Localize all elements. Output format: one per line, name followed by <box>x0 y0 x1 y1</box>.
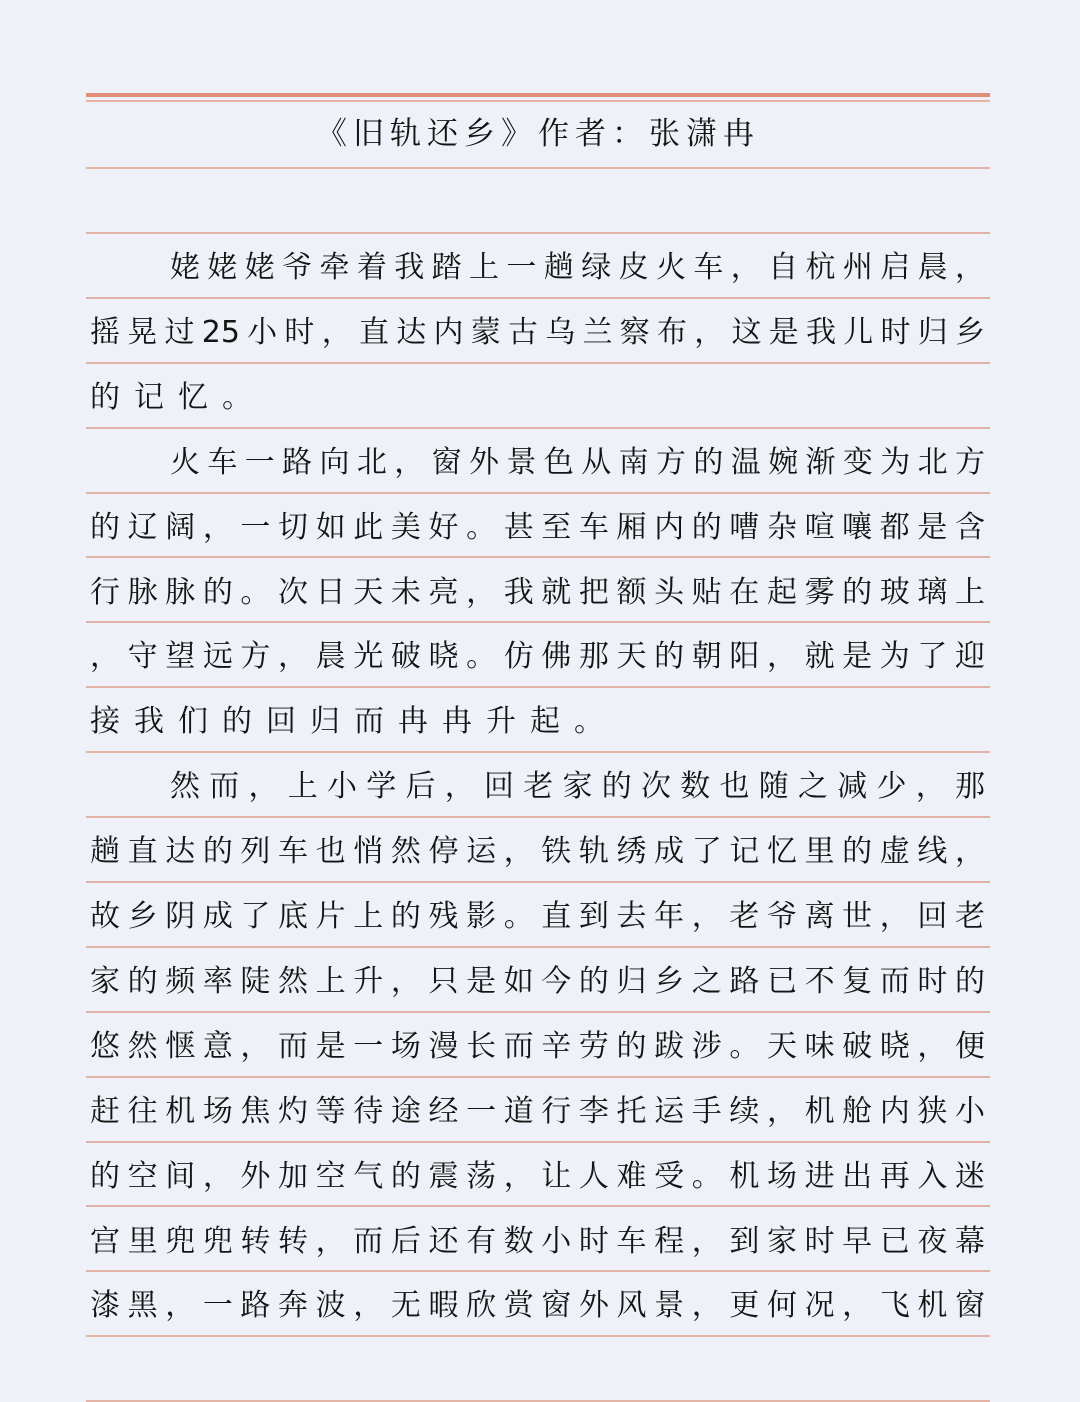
text-line: 摇晃过25小时，直达内蒙古乌兰察布，这是我儿时归乡 <box>90 314 985 350</box>
text-line: 的空间，外加空气的震荡，让人难受。机场进出再入迷 <box>90 1158 985 1194</box>
text-line: ，守望远方，晨光破晓。仿佛那天的朝阳，就是为了迎 <box>90 639 985 675</box>
text-line: 故乡阴成了底片上的残影。直到去年，老爷离世，回老 <box>90 899 985 934</box>
text-line: 趟直达的列车也悄然停运，铁轨绣成了记忆里的虚线， <box>90 834 985 870</box>
text-line: 家的频率陡然上升，只是如今的归乡之路已不复而时的 <box>90 963 985 999</box>
ruled-line <box>86 232 990 234</box>
text-line: 姥姥姥爷牵着我踏上一趟绿皮火车，自杭州启晨， <box>170 250 985 285</box>
text-line: 漆黑，一路奔波，无暇欣赏窗外风景，更何况，飞机窗 <box>90 1288 985 1324</box>
text-line: 赶往机场焦灼等待途经一道行李托运手续，机舱内狭小 <box>90 1093 985 1129</box>
text-line: 的记忆。 <box>90 379 266 415</box>
text-line: 的辽阔，一切如此美好。甚至车厢内的嘈杂喧嚷都是含 <box>90 509 985 545</box>
text-line: 悠然惬意，而是一场漫长而辛劳的跋涉。天味破晓，便 <box>90 1028 985 1064</box>
essay-title: 《旧轨还乡》作者：张潇冉 <box>316 116 760 152</box>
text-line: 宫里兜兜转转，而后还有数小时车程，到家时早已夜幕 <box>90 1223 985 1259</box>
top-rule <box>86 93 990 97</box>
text-line: 接我们的回归而冉冉升起。 <box>90 704 618 740</box>
text-line: 火车一路向北，窗外景色从南方的温婉渐变为北方 <box>170 444 985 480</box>
text-line: 然而，上小学后，回老家的次数也随之减少，那 <box>170 769 985 805</box>
text-line: 行脉脉的。次日天未亮，我就把额头贴在起雾的玻璃上 <box>90 574 985 610</box>
